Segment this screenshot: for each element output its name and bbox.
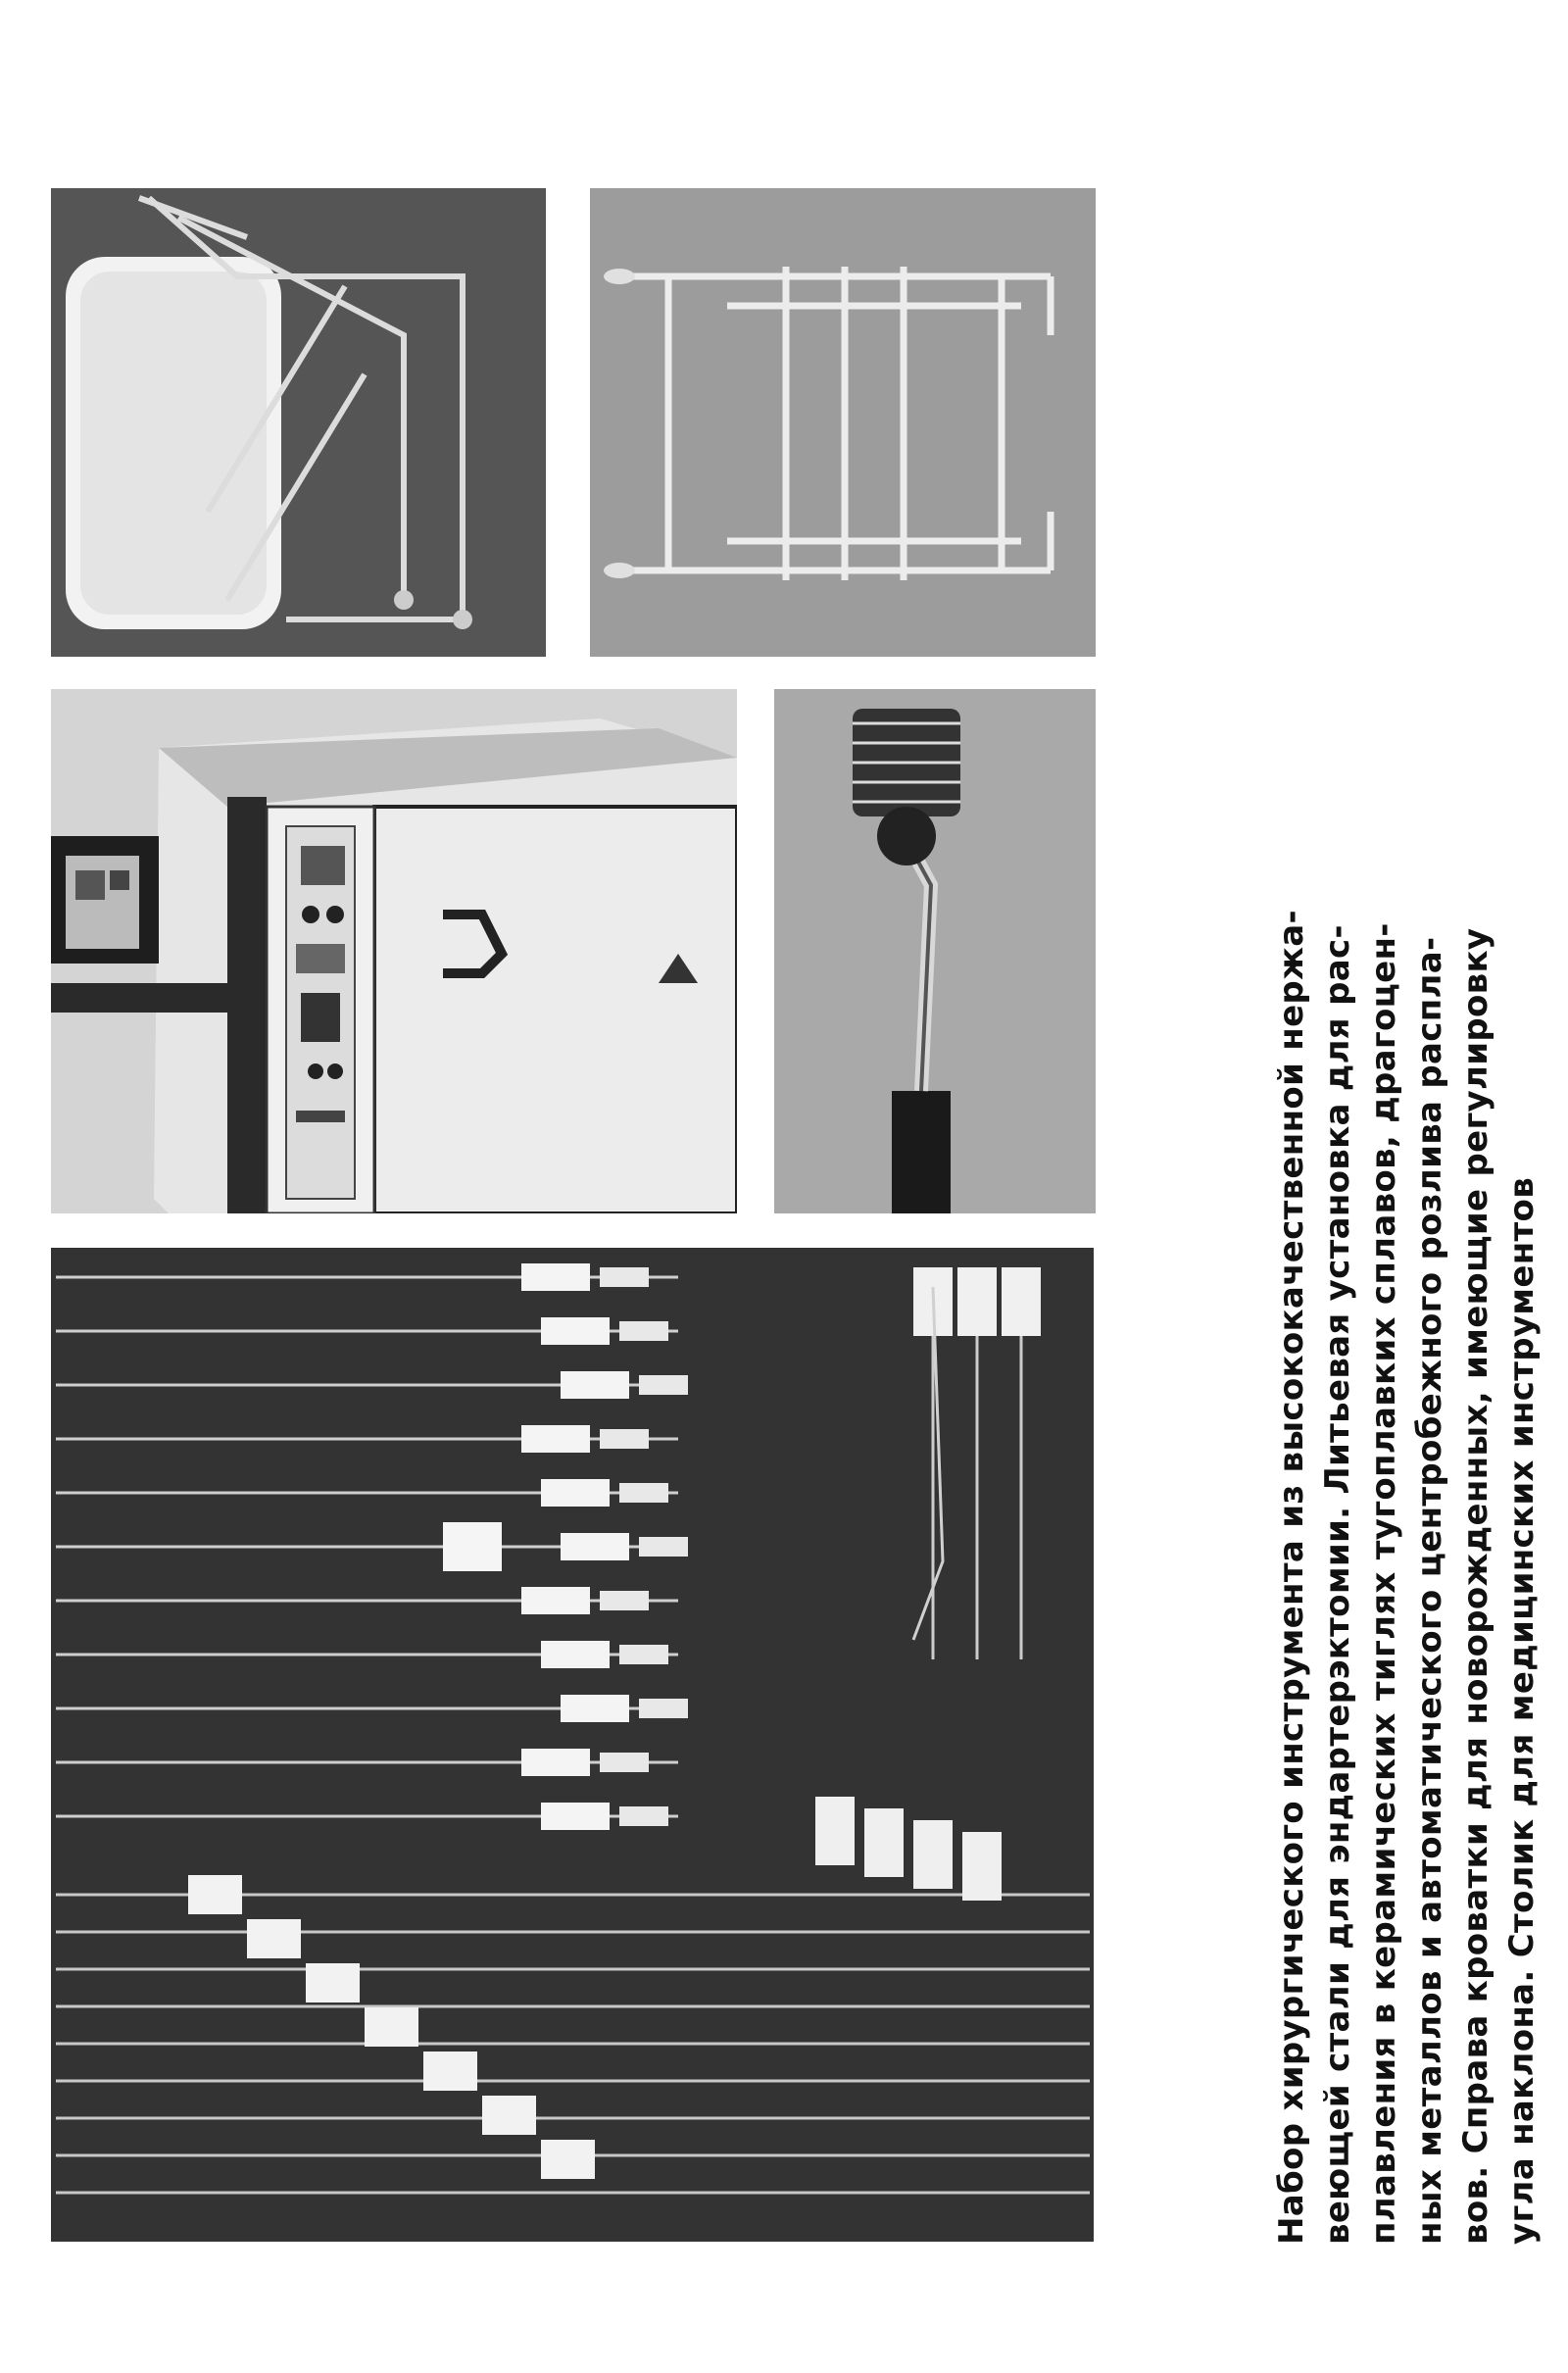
photo-newborn-cot [51, 188, 546, 657]
caption-line: плавления в керамических тиглях тугоплавких сплавов, драгоцен- [1364, 922, 1403, 2245]
caption-line: вов. Справа кроватки для новорожденных, имеющие регулировку [1456, 927, 1495, 2245]
photo-surgical-instruments [51, 1248, 1094, 2242]
photo-instrument-table [590, 188, 1096, 657]
caption [1269, 735, 1545, 2245]
caption-line: ных металлов и автоматического центробежного розлива распла- [1410, 936, 1449, 2245]
caption-line: угла наклона. Столик для медицинских инструментов [1502, 1176, 1542, 2245]
photo-casting-unit [51, 689, 737, 1213]
caption-line: Набор хирургического инструмента из высококачественной нержа- [1272, 910, 1311, 2245]
caption-line: веющей стали для эндартерэктомии. Литьевая установка для рас- [1318, 924, 1357, 2245]
photo-instrument-roller [774, 689, 1096, 1213]
